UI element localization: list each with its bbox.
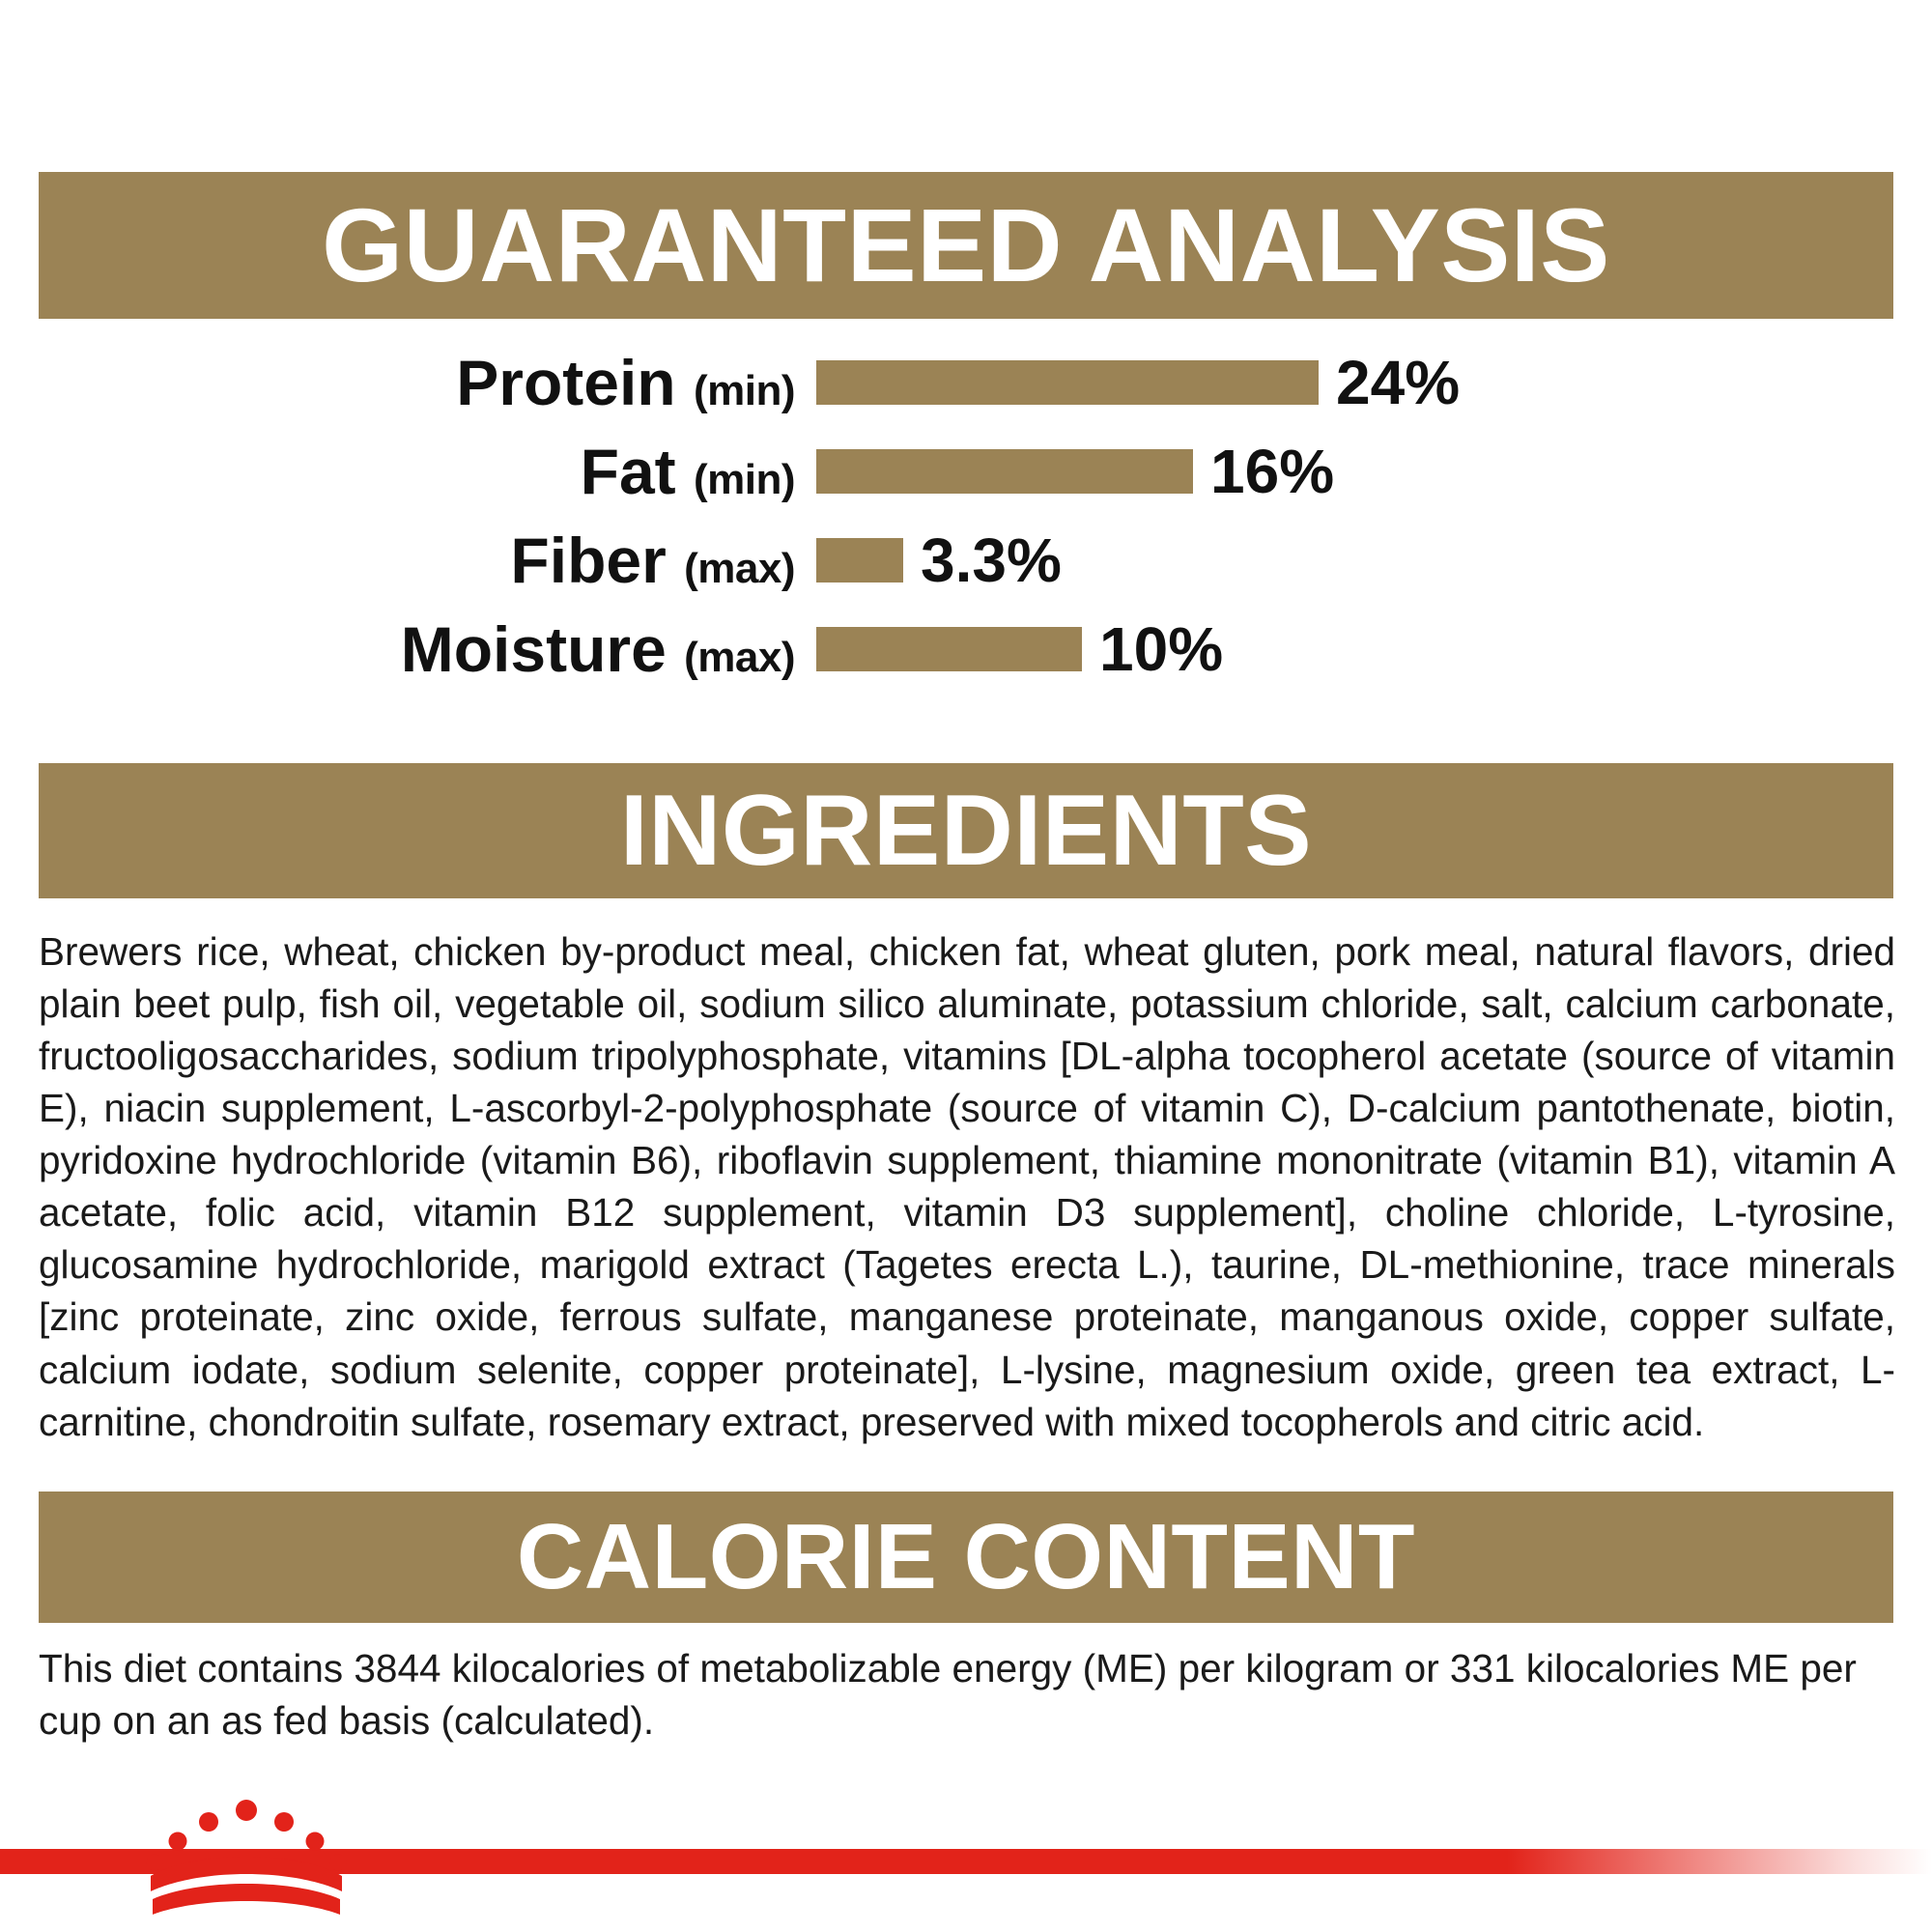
analysis-row: [39, 338, 1893, 427]
calorie-content-text: This diet contains 3844 kilocalories of metabolizable energy (ME) per kilogram or 331 kilocalories ME per cup on an as fed basis (calculated).: [39, 1646, 1857, 1744]
analysis-label: [39, 347, 816, 418]
analysis-bar-fill: [816, 449, 1193, 494]
guaranteed-analysis-banner: GUARANTEED ANALYSIS: [39, 172, 1893, 319]
analysis-value: 10%: [1099, 614, 1224, 684]
analysis-value: 3.3%: [921, 526, 1062, 595]
analysis-qualifier: (max): [684, 634, 795, 681]
analysis-nutrient-name: Moisture: [400, 613, 667, 685]
analysis-bar-fill: [816, 538, 903, 582]
analysis-label: [39, 436, 816, 507]
guaranteed-analysis-chart: [39, 338, 1893, 694]
analysis-value: 24%: [1336, 348, 1461, 417]
analysis-row: [39, 516, 1893, 605]
analysis-qualifier: (min): [693, 456, 795, 503]
analysis-nutrient-name: Fat: [580, 436, 676, 507]
analysis-bar-track: [816, 338, 1893, 427]
analysis-row: [39, 605, 1893, 694]
analysis-nutrient-name: Protein: [456, 347, 676, 418]
analysis-bar-fill: [816, 360, 1319, 405]
analysis-bar-fill: [816, 627, 1082, 671]
analysis-label: [39, 525, 816, 596]
analysis-label: [39, 613, 816, 685]
analysis-bar-track: [816, 427, 1893, 516]
analysis-row: [39, 427, 1893, 516]
calorie-content-banner: CALORIE CONTENT: [39, 1492, 1893, 1623]
analysis-qualifier: (min): [693, 367, 795, 414]
analysis-qualifier: (max): [684, 545, 795, 592]
analysis-value: 16%: [1210, 437, 1335, 506]
analysis-nutrient-name: Fiber: [510, 525, 667, 596]
royal-canin-crown-icon: [135, 1799, 357, 1928]
analysis-bar-track: [816, 516, 1893, 605]
footer: [0, 1799, 1932, 1932]
ingredients-banner: INGREDIENTS: [39, 763, 1893, 898]
analysis-bar-track: [816, 605, 1893, 694]
ingredients-text: Brewers rice, wheat, chicken by-product meal, chicken fat, wheat gluten, pork meal, natural flavors, dried plain beet pulp, fish oil, vegetable oil, sodium silico aluminate, potassium chloride, salt, calcium carbonate, fructooligosaccharides, sodium tripolyphosphate, vitamins [DL-alpha tocopherol acetate (source of vitamin E), niacin supplement, L-ascorbyl-2-polyphosphate (source of vitamin C), D-calcium pantothenate, biotin, pyridoxine hydrochloride (vitamin B6), riboflavin supplement, thiamine mononitrate (vitamin B1), vitamin A acetate, folic acid, vitamin B12 supplement, vitamin D3 supplement], choline chloride, L-tyrosine, glucosamine hydrochloride, marigold extract (Tagetes erecta L.), taurine, DL-methionine, trace minerals [zinc proteinate, zinc oxide, ferrous sulfate, manganese proteinate, manganous oxide, copper sulfate, calcium iodate, sodium selenite, copper proteinate], L-lysine, magnesium oxide, green tea extract, L-carnitine, chondroitin sulfate, rosemary extract, preserved with mixed tocopherols and citric acid.: [39, 929, 1895, 1444]
